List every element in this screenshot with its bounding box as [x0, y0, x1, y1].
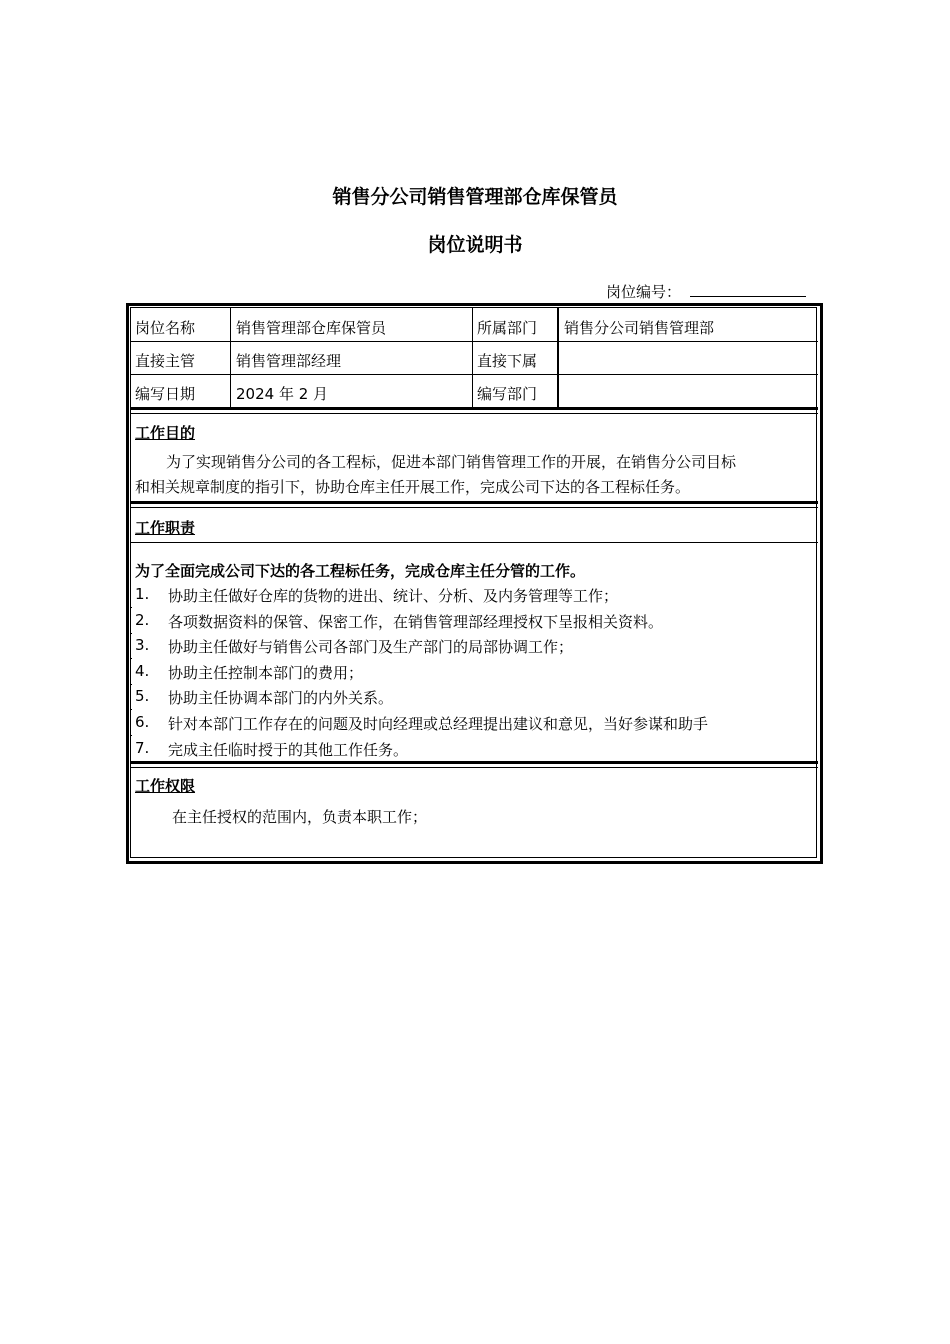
value: 2024 年 2 月 [236, 385, 329, 403]
item-number: 1. [135, 585, 150, 603]
label: 直接下属 [477, 352, 538, 370]
col-divider [230, 307, 231, 407]
item-number: 6. [135, 713, 150, 731]
purpose-text: 和相关规章制度的指引下，协助仓库主任开展工作，完成公司下达的各工程标任务。 [135, 478, 691, 496]
row-tick [130, 709, 132, 710]
label: 编写部门 [477, 385, 538, 403]
row-divider [130, 341, 818, 342]
position-code-label: 岗位编号： [606, 283, 682, 301]
label: 岗位名称 [135, 319, 196, 337]
col-divider [557, 307, 559, 407]
table-inner-border [130, 307, 817, 858]
item-text: 针对本部门工作存在的问题及时向经理或总经理提出建议和意见，当好参谋和助手 [168, 715, 709, 733]
row-divider [130, 542, 818, 543]
document-title: 销售分公司销售管理部仓库保管员 [332, 186, 618, 208]
row-divider [130, 374, 818, 375]
row-tick [130, 607, 132, 608]
position-code-blank [690, 296, 806, 297]
value: 销售分公司销售管理部 [564, 319, 715, 337]
label: 直接主管 [135, 352, 196, 370]
double-divider [130, 501, 818, 508]
row-tick [130, 684, 132, 685]
col-divider [472, 307, 473, 407]
item-number: 4. [135, 661, 150, 680]
row-tick [130, 633, 132, 634]
purpose-text: 为了实现销售分公司的各工程标，促进本部门销售管理工作的开展，在销售分公司目标 [166, 453, 737, 471]
label: 编写日期 [135, 385, 196, 403]
double-divider [130, 761, 818, 768]
item-number: 7. [135, 738, 150, 757]
value: 销售管理部经理 [236, 352, 342, 370]
document-subtitle: 岗位说明书 [427, 234, 523, 256]
item-text: 各项数据资料的保管、保密工作，在销售管理部经理授权下呈报相关资料。 [168, 612, 664, 631]
double-divider [130, 407, 818, 414]
item-number: 3. [135, 636, 150, 655]
item-text: 协助主任协调本部门的内外关系。 [168, 689, 394, 708]
item-number: 5. [135, 687, 150, 706]
item-text: 协助主任控制本部门的费用； [168, 663, 364, 682]
value: 销售管理部仓库保管员 [236, 319, 387, 337]
item-text: 完成主任临时授于的其他工作任务。 [168, 740, 409, 759]
label: 所属部门 [477, 319, 538, 337]
purpose-heading: 工作目的 [135, 424, 196, 442]
authority-heading: 工作权限 [135, 777, 196, 795]
item-text: 协助主任做好仓库的货物的进出、统计、分析、及内务管理等工作； [168, 587, 619, 605]
row-tick [130, 735, 132, 736]
duties-heading: 工作职责 [135, 519, 196, 537]
duties-lead: 为了全面完成公司下达的各工程标任务，完成仓库主任分管的工作。 [135, 562, 586, 580]
row-tick [130, 658, 132, 659]
item-number: 2. [135, 610, 150, 629]
item-text: 协助主任做好与销售公司各部门及生产部门的局部协调工作； [168, 638, 574, 657]
authority-item: 在主任授权的范围内，负责本职工作； [172, 808, 428, 826]
